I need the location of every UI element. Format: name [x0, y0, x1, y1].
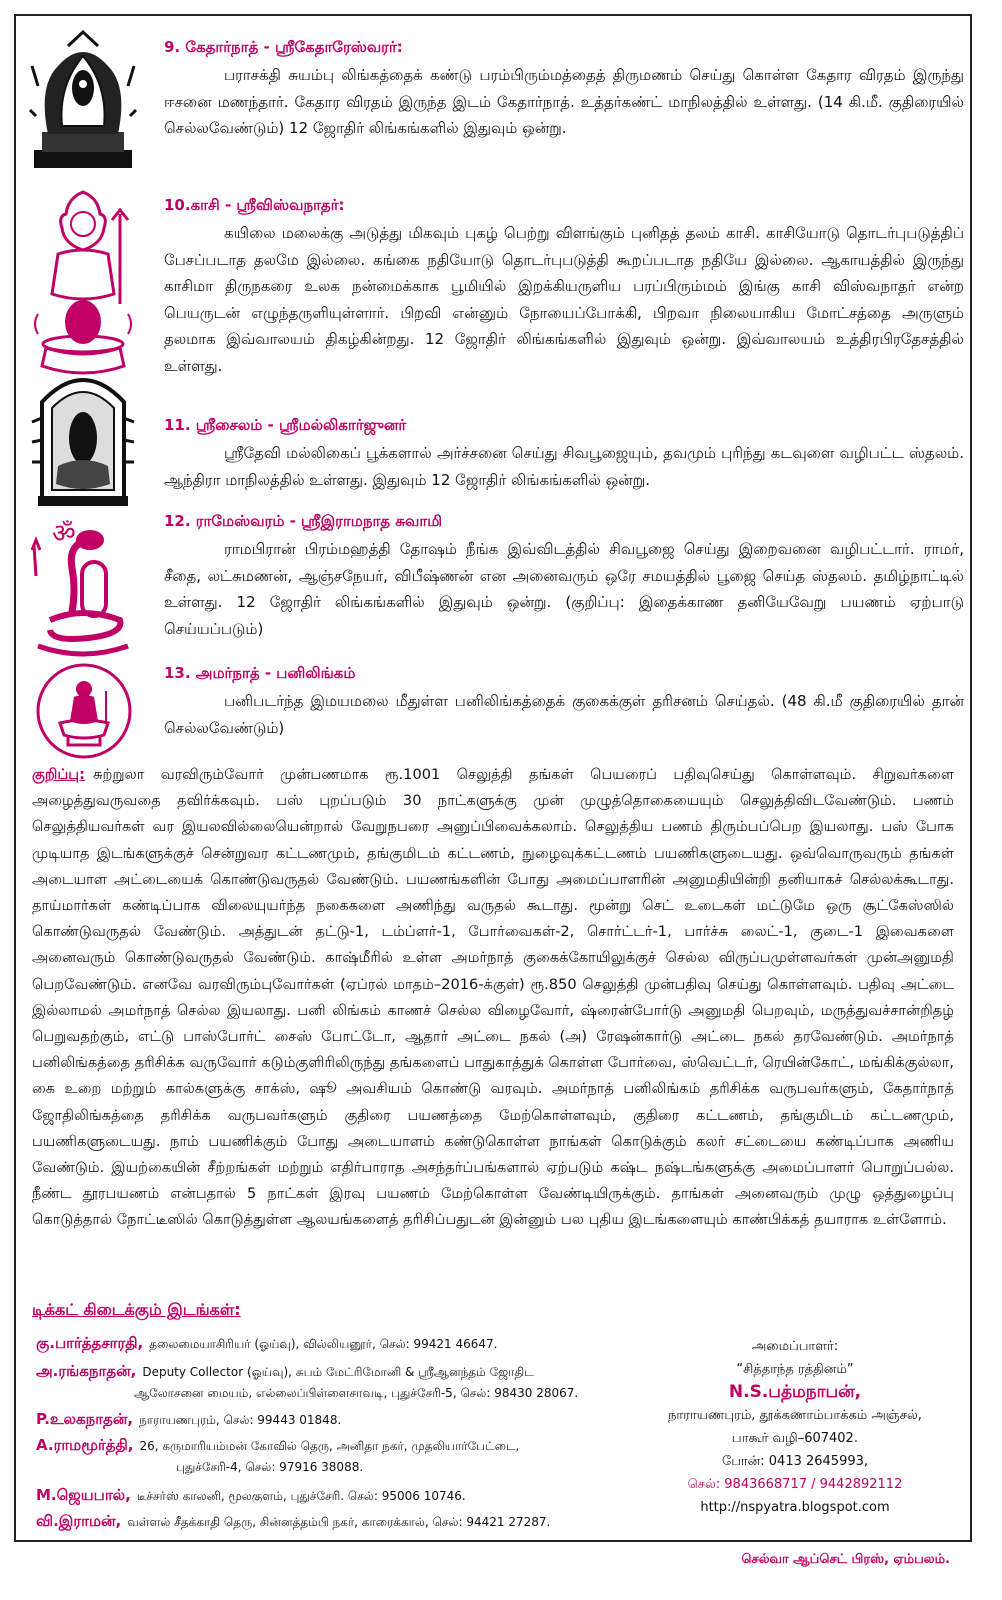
agent-detail: வள்ளல் சீதக்காதி தெரு, சின்னத்தம்பி நகர், காரைக்கால், செல்: 94421 27287. [127, 1515, 551, 1529]
agent-detail: தலைமையாசிரியர் (ஓய்வு), வில்லியனூர், செல்: 99421 46647. [149, 1337, 498, 1351]
entry-10-title: 10.காசி - ஸ்ரீவிஸ்வநாதர்: [164, 196, 345, 214]
agent-5 [36, 1486, 466, 1506]
organizer-address-line2: பாகூர் வழி–607402. [732, 1431, 858, 1446]
agent-4 [36, 1436, 519, 1456]
agent-3 [36, 1410, 341, 1430]
agent-name: P.உலகநாதன், [36, 1410, 134, 1428]
amarnath-circle-icon [34, 656, 134, 766]
organizer-website[interactable]: http://nspyatra.blogspot.com [700, 1500, 890, 1515]
kedarnath-linga-icon [28, 26, 138, 174]
shiva-linga-icon [28, 184, 138, 384]
ticket-locations [32, 1300, 672, 1321]
agent-6 [36, 1512, 550, 1532]
entry-13-title: 13. அமர்நாத் - பனிலிங்கம் [164, 664, 356, 682]
notes-section [32, 762, 954, 1234]
agent-name: அ.ரங்கநாதன், [36, 1362, 137, 1380]
entry-9-body: பராசக்தி சுயம்பு லிங்கத்தைக் கண்டு பரம்பிரும்மத்தைத் திருமணம் செய்து கொள்ள கேதார விரதம் இருந்து ஈசனை மணந்தார். கேதார விரதம் இருந்த இடம் கேதார்நாத். உத்தர்கண்ட் மாநிலத்தில் உள்ளது. (14 கி.மீ. குதிரையில் செல்லவேண்டும்) 12 ஜோதிர் லிங்கங்களில் இதுவும் ஒன்று. [164, 66, 964, 137]
organizer-cell: செல்: 9843668717 / 9442892112 [687, 1477, 903, 1492]
organizer-name: N.S.பத்மநாபன், [728, 1382, 862, 1402]
agent-detail-line2: புதுச்சேரி-4, செல்: 97916 38088. [176, 1460, 364, 1474]
agent-1 [36, 1334, 497, 1354]
agent-2 [36, 1362, 534, 1382]
entry-12-body: ராமபிரான் பிரம்மஹத்தி தோஷம் நீங்க இவ்விடத்தில் சிவபூஜை செய்து இறைவனை வழிபட்டார். ராமர், சீதை, லட்சுமணன், ஆஞ்சநேயர், விபீஷ்ணன் என அனைவரும் ஒரே சமயத்தில் பூஜை செய்த ஸ்தலம். தமிழ்நாட்டில் உள்ளது. 12 ஜோதிர் லிங்கங்களில் இதுவும் ஒன்று. (குறிப்பு: இதைக்காண தனியேவேறு பயணம் ஏற்பாடு செய்யப்படும்) [164, 540, 964, 638]
agent-name: வி.இராமன், [36, 1512, 122, 1530]
agent-name: கு.பார்த்தசாரதி, [36, 1334, 144, 1352]
om-serpent-linga-icon [28, 516, 138, 662]
entry-11-title: 11. ஸ்ரீசைலம் - ஸ்ரீமல்லிகார்ஜுனர் [164, 416, 407, 434]
mallikarjuna-linga-icon [28, 362, 138, 510]
agent-name: M.ஜெயபால், [36, 1486, 131, 1504]
organizer-label: அமைப்பாளர்: [751, 1339, 839, 1354]
agent-detail: டீச்சர்ஸ் காலனி, மூலகுளம், புதுச்சேரி. செல்: 95006 10746. [136, 1489, 466, 1503]
entry-11-body: ஸ்ரீதேவி மல்லிகைப் பூக்களால் அர்ச்சனை செய்து சிவபூஜையும், தவமும் புரிந்து கடவுளை வழிபட்ட ஸ்தலம். ஆந்திரா மாநிலத்தில் உள்ளது. இதுவும் 12 ஜோதிர் லிங்கங்களில் ஒன்று. [164, 444, 964, 489]
notes-text: சுற்றுலா வரவிரும்வோர் முன்பணமாக ரூ.1001 செலுத்தி தங்கள் பெயரைப் பதிவுசெய்து கொள்ளவும். சிறுவர்களை அழைத்துவருவதை தவிர்க்கவும். பஸ் புறப்படும் 30 நாட்களுக்கு முன் முழுத்தொகையையும் செலுத்திவிடவேண்டும். பணம் செலுத்தியவர்கள் வர இயலவில்லையென்றால் வேறுநபரை அனுப்பிவைக்கலாம். செலுத்திய பணம் திரும்பப்பெற இயலாது. பஸ் போக முடியாத இடங்களுக்குச் சென்றுவர கட்டணமும், தங்குமிடம் கட்டணம், நுழைவுக்கட்டணம் பயணிகளுடையது. ஒவ்வொருவரும் தங்கள் அடையாள அட்டையைக் கொண்டுவருதல் வேண்டும். பயணங்களின் போது அமைப்பாளரின் அனுமதியின்றி தனியாகச் செல்லக்கூடாது. தாய்மார்கள் கண்டிப்பாக விலையுயர்ந்த நகைகளை அணிந்து வருதல் கூடாது. மூன்று செட் உடைகள் மட்டுமே ஒரு சூட்கேஸ்ஸில் கொண்டுவருதல் வேண்டும். அத்துடன் தட்டு-1, டம்ப்ளர்-1, போர்வைகள்-2, சொர்ட்டர்-1, பார்ச்சு லைட்-1, குடை-1 இவைகளை அனைவரும் கொண்டுவருதல் வேண்டும். காஷ்மீரில் உள்ள அமர்நாத் குகைக்கோயிலுக்குச் செல்ல விருப்பமுள்ளவர்கள் முன்அனுமதி பெறவேண்டும். எனவே வரவிரும்புவோர்கள் (ஏப்ரல் மாதம்–2016-க்குள்) ரூ.850 செலுத்தி முன்பதிவு செய்து கொள்ளவும். பதிவு அட்டை இல்லாமல் அமர்நாத் செல்ல இயலாது. பனி லிங்கம் காணச் செல்ல விழைவோர், ஷ்ரைன்போர்டு அனுமதி பெறவும், மருத்துவச்சான்றிதழ் பெறுவதற்கும், எட்டு பாஸ்போர்ட் சைஸ் போட்டோ, ஆதார் அட்டை நகல் (அ) ரேஷன்கார்டு அட்டை நகல் தரவேண்டும். அமர்நாத் பனிலிங்கத்தை தரிசிக்க வருவோர் கடும்குளிரிலிருந்து தங்களைப் பாதுகாத்துக் கொள்ள போர்வை, ஸ்வெட்டர், ரெயின்கோட், மங்கிக்குல்லா, கை உறை மற்றும் கால்களுக்கு சாக்ஸ், ஷூ அவசியம் கொண்டு வரவும். அமர்நாத் பனிலிங்கம் தரிசிக்க வருபவர்களும், கேதார்நாத் ஜோதிலிங்கத்தை தரிசிக்க வருபவர்களும் குதிரை பயணத்தை மேற்கொள்ளவும், குதிரை கட்டணம், தங்குமிடம் கட்டணமும், பயணிகளுடையது. நாம் பயணிக்கும் போது அடையாளம் கண்டுகொள்ள நாங்கள் கொடுக்கும் கலர் சட்டையை கண்டிப்பாக அணிய வேண்டும். இயற்கையின் சீற்றங்கள் மற்றும் எதிர்பாராத அசந்தர்ப்பங்களால் ஏற்படும் கஷ்ட நஷ்டங்களுக்கு அமைப்பாளர் பொறுப்பல்ல. நீண்ட தூரபயணம் என்பதால் 5 நாட்கள் இரவு பயணம் மேற்கொள்ள வேண்டியிருக்கும். தாங்கள் அனைவரும் முழு ஒத்துழைப்பு கொடுத்தால் நோட்டீஸில் கொடுத்துள்ள ஆலயங்களைத் தரிசிப்பதுடன் இன்னும் பல புதிய இடங்களையும் காண்பிக்கத் தயாராக உள்ளோம். [32, 766, 954, 1229]
entry-13-body: பனிபடர்ந்த இமயமலை மீதுள்ள பனிலிங்கத்தைக் குகைக்குள் தரிசனம் செய்தல். (48 கி.மீ குதிரையில் தான் செல்லவேண்டும்) [164, 692, 964, 737]
organizer-address-line1: நாராயணபுரம், தூக்கணாம்பாக்கம் அஞ்சல், [668, 1408, 922, 1423]
agent-detail: நாராயணபுரம், செல்: 99443 01848. [139, 1413, 342, 1427]
agent-detail-line2: ஆலோசனை மையம், எல்லைப்பிள்ளைசாவடி, புதுச்சேரி-5, செல்: 98430 28067. [134, 1386, 579, 1400]
printer-credit: செல்வா ஆப்செட் பிரஸ், ஏம்பலம். [741, 1552, 950, 1567]
organizer-phone: போன்: 0413 2645993, [721, 1454, 869, 1469]
organizer-tagline: “சித்தாந்த ரத்தினம்” [736, 1362, 854, 1377]
entry-9-title: 9. கேதார்நாத் - ஸ்ரீகேதாரேஸ்வரர்: [164, 38, 403, 56]
agent-detail: 26, கருமாரியம்மன் கோவில் தெரு, அனிதா நகர், முதலியார்பேட்டை, [139, 1439, 520, 1453]
entry-12-title: 12. ராமேஸ்வரம் - ஸ்ரீஇராமநாத சுவாமி [164, 512, 443, 530]
notes-label: குறிப்பு: [32, 766, 85, 783]
agent-2-address [134, 1386, 578, 1402]
entry-10-body: கயிலை மலைக்கு அடுத்து மிகவும் புகழ் பெற்று விளங்கும் புனிதத் தலம் காசி. காசியோடு தொடர்புபடுத்திப் பேசப்படாத தலமே இல்லை. கங்கை நதியோடு தொடர்புபடுத்தி கூறப்படாத நதியே இல்லை. ஆகாயத்தில் இருந்து காசிமா திருநகரை உலக நன்மைக்காக பூமியில் இறக்கியருளிய பரப்பிரும்மம் இங்கு காசி விஸ்வநாதர் என்ற பெயருடன் எழுந்தருளியுள்ளார். பிறவி என்னும் நோயைப்போக்கி, பிறவா நிலையாகிய மோட்சத்தை அருளும் தலமாக இவ்வாலயம் திகழ்கின்றது. 12 ஜோதிர் லிங்கங்களில் இதுவும் ஒன்று. இவ்வாலயம் உத்திரபிரதேசத்தில் உள்ளது. [164, 224, 964, 375]
agent-4-address [176, 1460, 363, 1476]
svg-text:ॐ: ॐ [52, 519, 76, 549]
organizer-block [640, 1335, 950, 1519]
agent-detail: Deputy Collector (ஓய்வு), சுபம் மேட்ரிமோனி & ஸ்ரீஆனந்தம் ஜோதிட [142, 1365, 534, 1379]
agent-name: A.ராமமூர்த்தி, [36, 1436, 134, 1454]
tickets-title: டிக்கட் கிடைக்கும் இடங்கள்: [32, 1300, 241, 1319]
